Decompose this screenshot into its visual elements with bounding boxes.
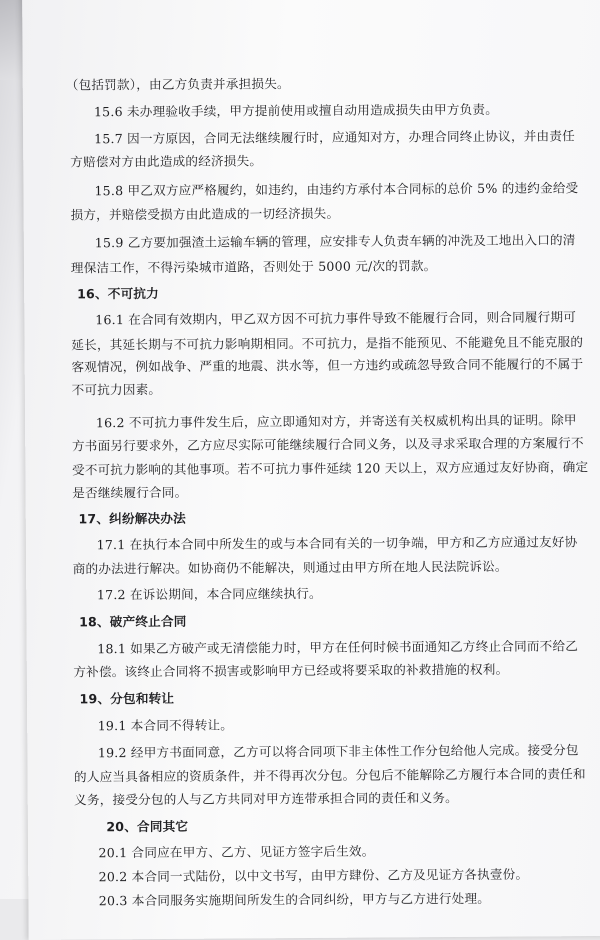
text-line: 义务，接受分包的人与乙方共同对甲方连带承担合同的责任和义务。: [74, 790, 458, 808]
text-line: 方赔偿对方由此造成的经济损失。: [70, 153, 263, 170]
clause-18-1: 18.1 如果乙方破产或无清偿能力时，甲方在任何时候书面通知乙方终止合同而不给乙: [97, 638, 579, 657]
text-line: 商的办法进行解决。如协商仍不能解决，则通过由甲方所在地人民法院诉讼。: [72, 558, 508, 577]
section-heading-17: 17、纠纷解决办法: [78, 510, 186, 527]
text-line: 方书面另行要求外，乙方应尽实际可能继续履行合同义务，以及寻求采取合理的方案履行不: [71, 435, 584, 454]
clause-19-2: 19.2 经甲方书面同意，乙方可以将合同项下非主体性工作分包给他人完成。接受分包: [97, 742, 579, 761]
clause-19-1: 19.1 本合同不得转让。: [97, 717, 234, 734]
text-line: 的人应当具备相应的资质条件，并不得再次分包。分包后不能解除乙方履行本合同的责任和: [73, 766, 586, 785]
text-line: 受不可抗力影响的其他事项。若不可抗力事件延续 120 天以上，双方应通过友好协商，确定: [72, 459, 589, 478]
clause-20-2: 20.2 本合同一式陆份，以中文书写，由甲方肆份、乙方及见证方各执壹份。: [98, 866, 529, 885]
text-line: 是否继续履行合同。: [72, 484, 188, 501]
text-line: 方补偿。该终止合同将不损害或影响甲方已经或将要采取的补救措施的权利。: [73, 661, 509, 680]
clause-15-9: 15.9 乙方要加强渣土运输车辆的管理，应安排专人负责车辆的冲洗及工地出入口的清: [94, 232, 576, 251]
text-line: 延长，其延长期与不可抗力影响期相同。不可抗力，是指不能预见、不能避免且不能克服的: [71, 334, 584, 353]
section-heading-19: 19、分包和转让: [79, 690, 175, 707]
clause-16-1: 16.1 在合同有效期内，甲乙双方因不可抗力事件导致不能履行合同，则合同履行期可: [95, 309, 577, 328]
clause-17-1: 17.1 在执行本合同中所发生的或与本合同有关的一切争端，甲方和乙方应通过友好协: [96, 534, 578, 553]
text-line: 理保洁工作，不得污染城市道路，否则处于 5000 元/次的罚款。: [70, 258, 437, 276]
section-heading-16: 16、不可抗力: [76, 285, 159, 302]
clause-15-7: 15.7 因一方原因，合同无法继续履行时，应通知对方，办理合同终止协议，并由责任: [94, 128, 575, 147]
clause-15-8: 15.8 甲乙双方应严格履约，如违约，由违约方承付本合同标的总价 5% 的违约金给受: [94, 180, 579, 199]
text-line: 客观情况，例如战争、严重的地震、洪水等，但一方违约或疏忽导致合同不能履行的不属于: [71, 356, 584, 375]
text-line: （包括罚款），由乙方负责并承担损失。: [65, 76, 290, 93]
clause-20-3: 20.3 本合同服务实施期间所发生的合同纠纷，甲方与乙方进行处理。: [98, 890, 491, 909]
clause-16-2: 16.2 不可抗力事件发生后，应立即通知对方，并寄送有关权威机构出具的证明。除甲: [95, 412, 577, 431]
clause-17-2: 17.2 在诉讼期间，本合同应继续执行。: [96, 585, 322, 603]
section-heading-18: 18、破产终止合同: [78, 613, 187, 630]
text-line: 不可抗力因素。: [71, 381, 162, 398]
section-heading-20: 20、合同其它: [106, 818, 189, 835]
text-line: 损方，并赔偿受损方由此造成的一切经济损失。: [70, 205, 340, 223]
clause-15-6: 15.6 未办理验收手续，甲方提前使用或擅自动用造成损失由甲方负责。: [93, 101, 499, 120]
clause-20-1: 20.1 合同应在甲方、乙方、见证方签字后生效。: [98, 843, 375, 861]
